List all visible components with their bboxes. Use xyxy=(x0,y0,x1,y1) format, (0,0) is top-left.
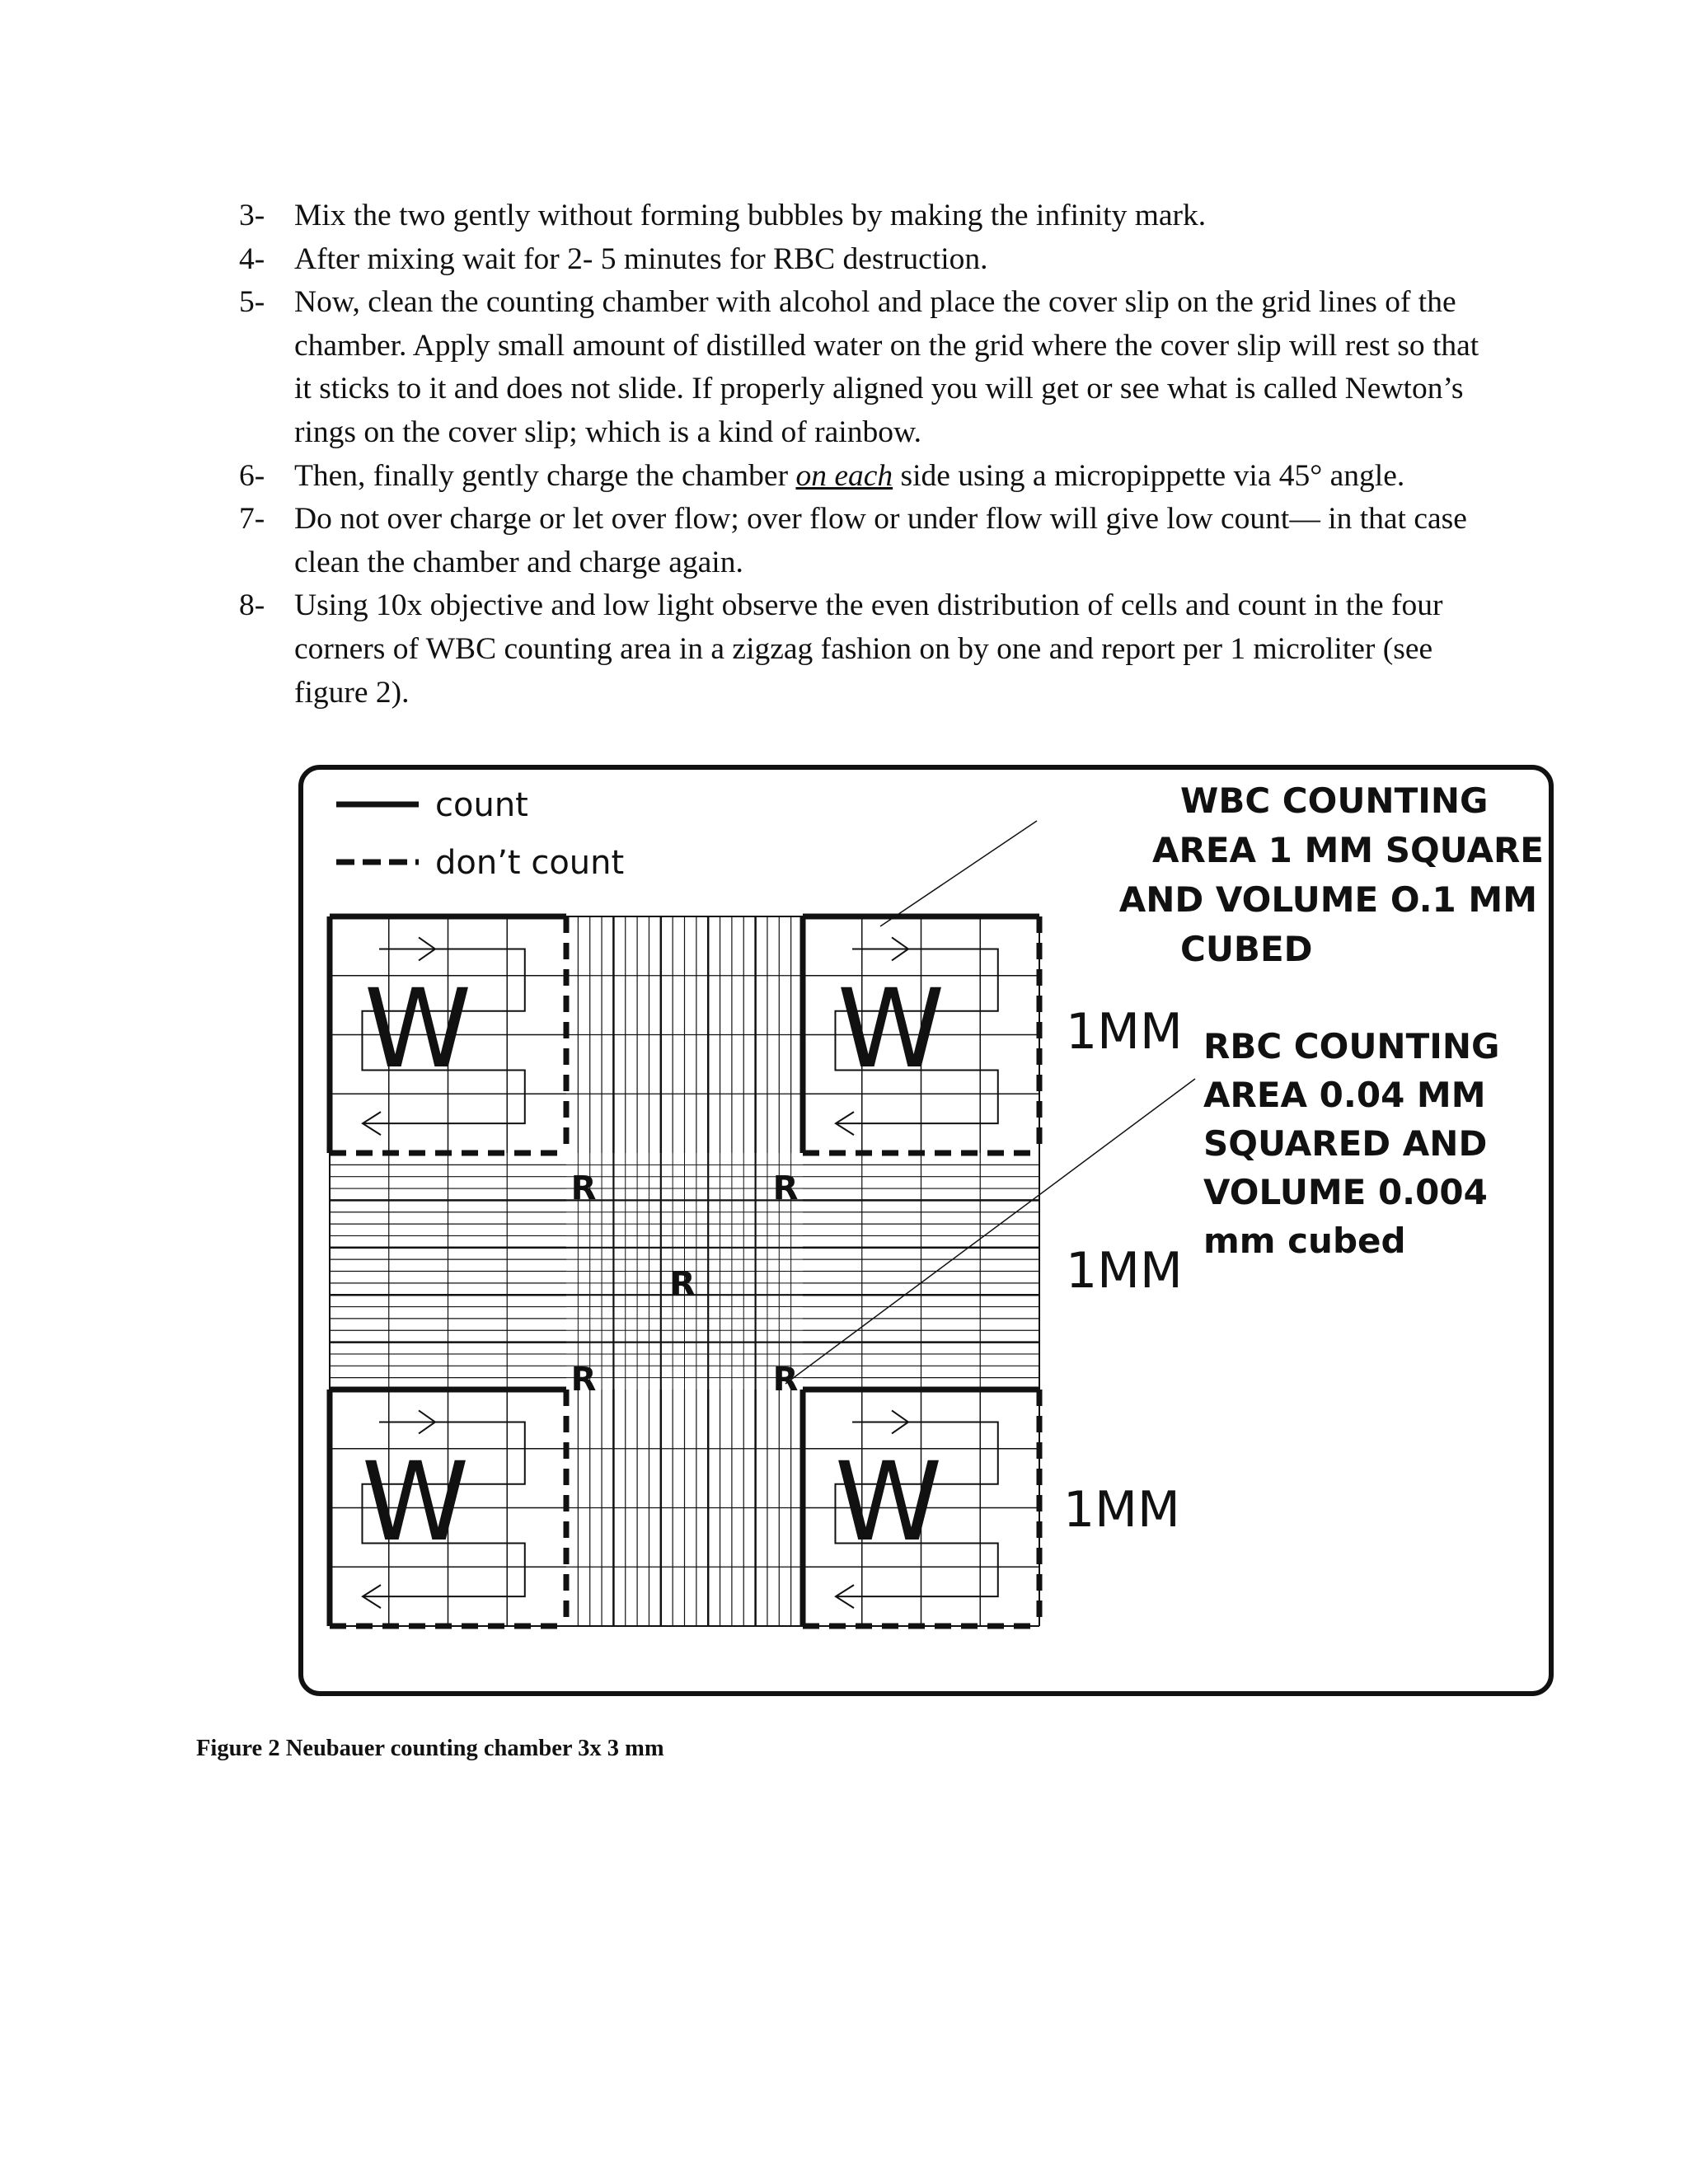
step-text: Mix the two gently without forming bubbles by making the infinity mark. xyxy=(294,199,1207,232)
wbc-square-letter: W xyxy=(837,966,945,1093)
wbc-label-line: AND VOLUME O.1 MM xyxy=(1118,879,1537,920)
rbc-label-line: AREA 0.04 MM xyxy=(1203,1075,1486,1115)
step-number: 5- xyxy=(239,285,265,320)
procedure-steps xyxy=(239,194,1500,715)
step-text-after: side using a micropippette via 45° angle. xyxy=(893,458,1405,493)
step-5 xyxy=(239,281,1500,454)
rbc-square-letter: R xyxy=(772,1361,799,1399)
emphasized-text: on each xyxy=(795,458,893,493)
rbc-square-letter: R xyxy=(570,1361,597,1399)
rbc-square-letter: R xyxy=(570,1169,597,1207)
rbc-label-line: mm cubed xyxy=(1203,1221,1406,1261)
wbc-pointer-line xyxy=(880,821,1037,926)
rbc-label-line: VOLUME 0.004 xyxy=(1203,1172,1488,1212)
step-text-before: Then, finally gently charge the chamber xyxy=(294,458,796,493)
step-6 xyxy=(239,455,1500,499)
step-text xyxy=(294,455,1500,499)
wbc-label-line: WBC COUNTING xyxy=(1180,780,1489,821)
wbc-square-letter: W xyxy=(361,1439,470,1566)
dimension-label: 1MM xyxy=(1066,1242,1183,1300)
step-8 xyxy=(239,584,1500,715)
wbc-label-line: CUBED xyxy=(1180,929,1313,969)
step-text: Using 10x objective and low light observe the even distribution of cells and count in the four corners of WBC counting area in a zigzag fashion on by one and report per 1 microliter (see figure 2). xyxy=(294,588,1443,710)
step-number: 8- xyxy=(239,588,265,623)
step-number: 3- xyxy=(239,199,265,232)
step-number: 6- xyxy=(239,458,265,493)
rbc-label-line: RBC COUNTING xyxy=(1203,1026,1500,1066)
step-text: Now, clean the counting chamber with alcohol and place the cover slip on the grid lines of the chamber. Apply small amount of distilled water on the grid where the cover slip will rest so that it sticks to it and does not slide. If properly aligned you will get or see what is called Newton’s rings on the cover slip; which is a kind of rainbow. xyxy=(294,285,1479,449)
legend-dont-count-label: don’t count xyxy=(435,844,625,882)
figure-caption: Figure 2 Neubauer counting chamber 3x 3 mm xyxy=(196,1736,664,1761)
chamber-diagram xyxy=(303,770,1554,1696)
step-4 xyxy=(239,238,1500,282)
wbc-square-letter: W xyxy=(363,966,472,1093)
step-7 xyxy=(239,498,1500,584)
dimension-label: 1MM xyxy=(1063,1481,1180,1539)
step-text: Do not over charge or let over flow; over flow or under flow will give low count— in that case clean the chamber and charge again. xyxy=(294,502,1467,579)
wbc-square-letter: W xyxy=(834,1439,943,1566)
legend-count-label: count xyxy=(435,786,528,824)
neubauer-chamber-figure xyxy=(298,765,1554,1696)
legend xyxy=(336,786,624,882)
step-number: 4- xyxy=(239,241,265,276)
rbc-square-letter: R xyxy=(772,1169,799,1207)
wbc-label-line: AREA 1 MM SQUARE xyxy=(1151,830,1544,870)
dimension-label: 1MM xyxy=(1066,1003,1183,1061)
step-text: After mixing wait for 2- 5 minutes for RBC destruction. xyxy=(294,241,988,276)
rbc-pointer-line xyxy=(785,1079,1195,1384)
step-3 xyxy=(239,194,1500,238)
step-number: 7- xyxy=(239,502,265,537)
rbc-square-letter: R xyxy=(669,1265,696,1303)
rbc-label-line: SQUARED AND xyxy=(1203,1123,1488,1164)
